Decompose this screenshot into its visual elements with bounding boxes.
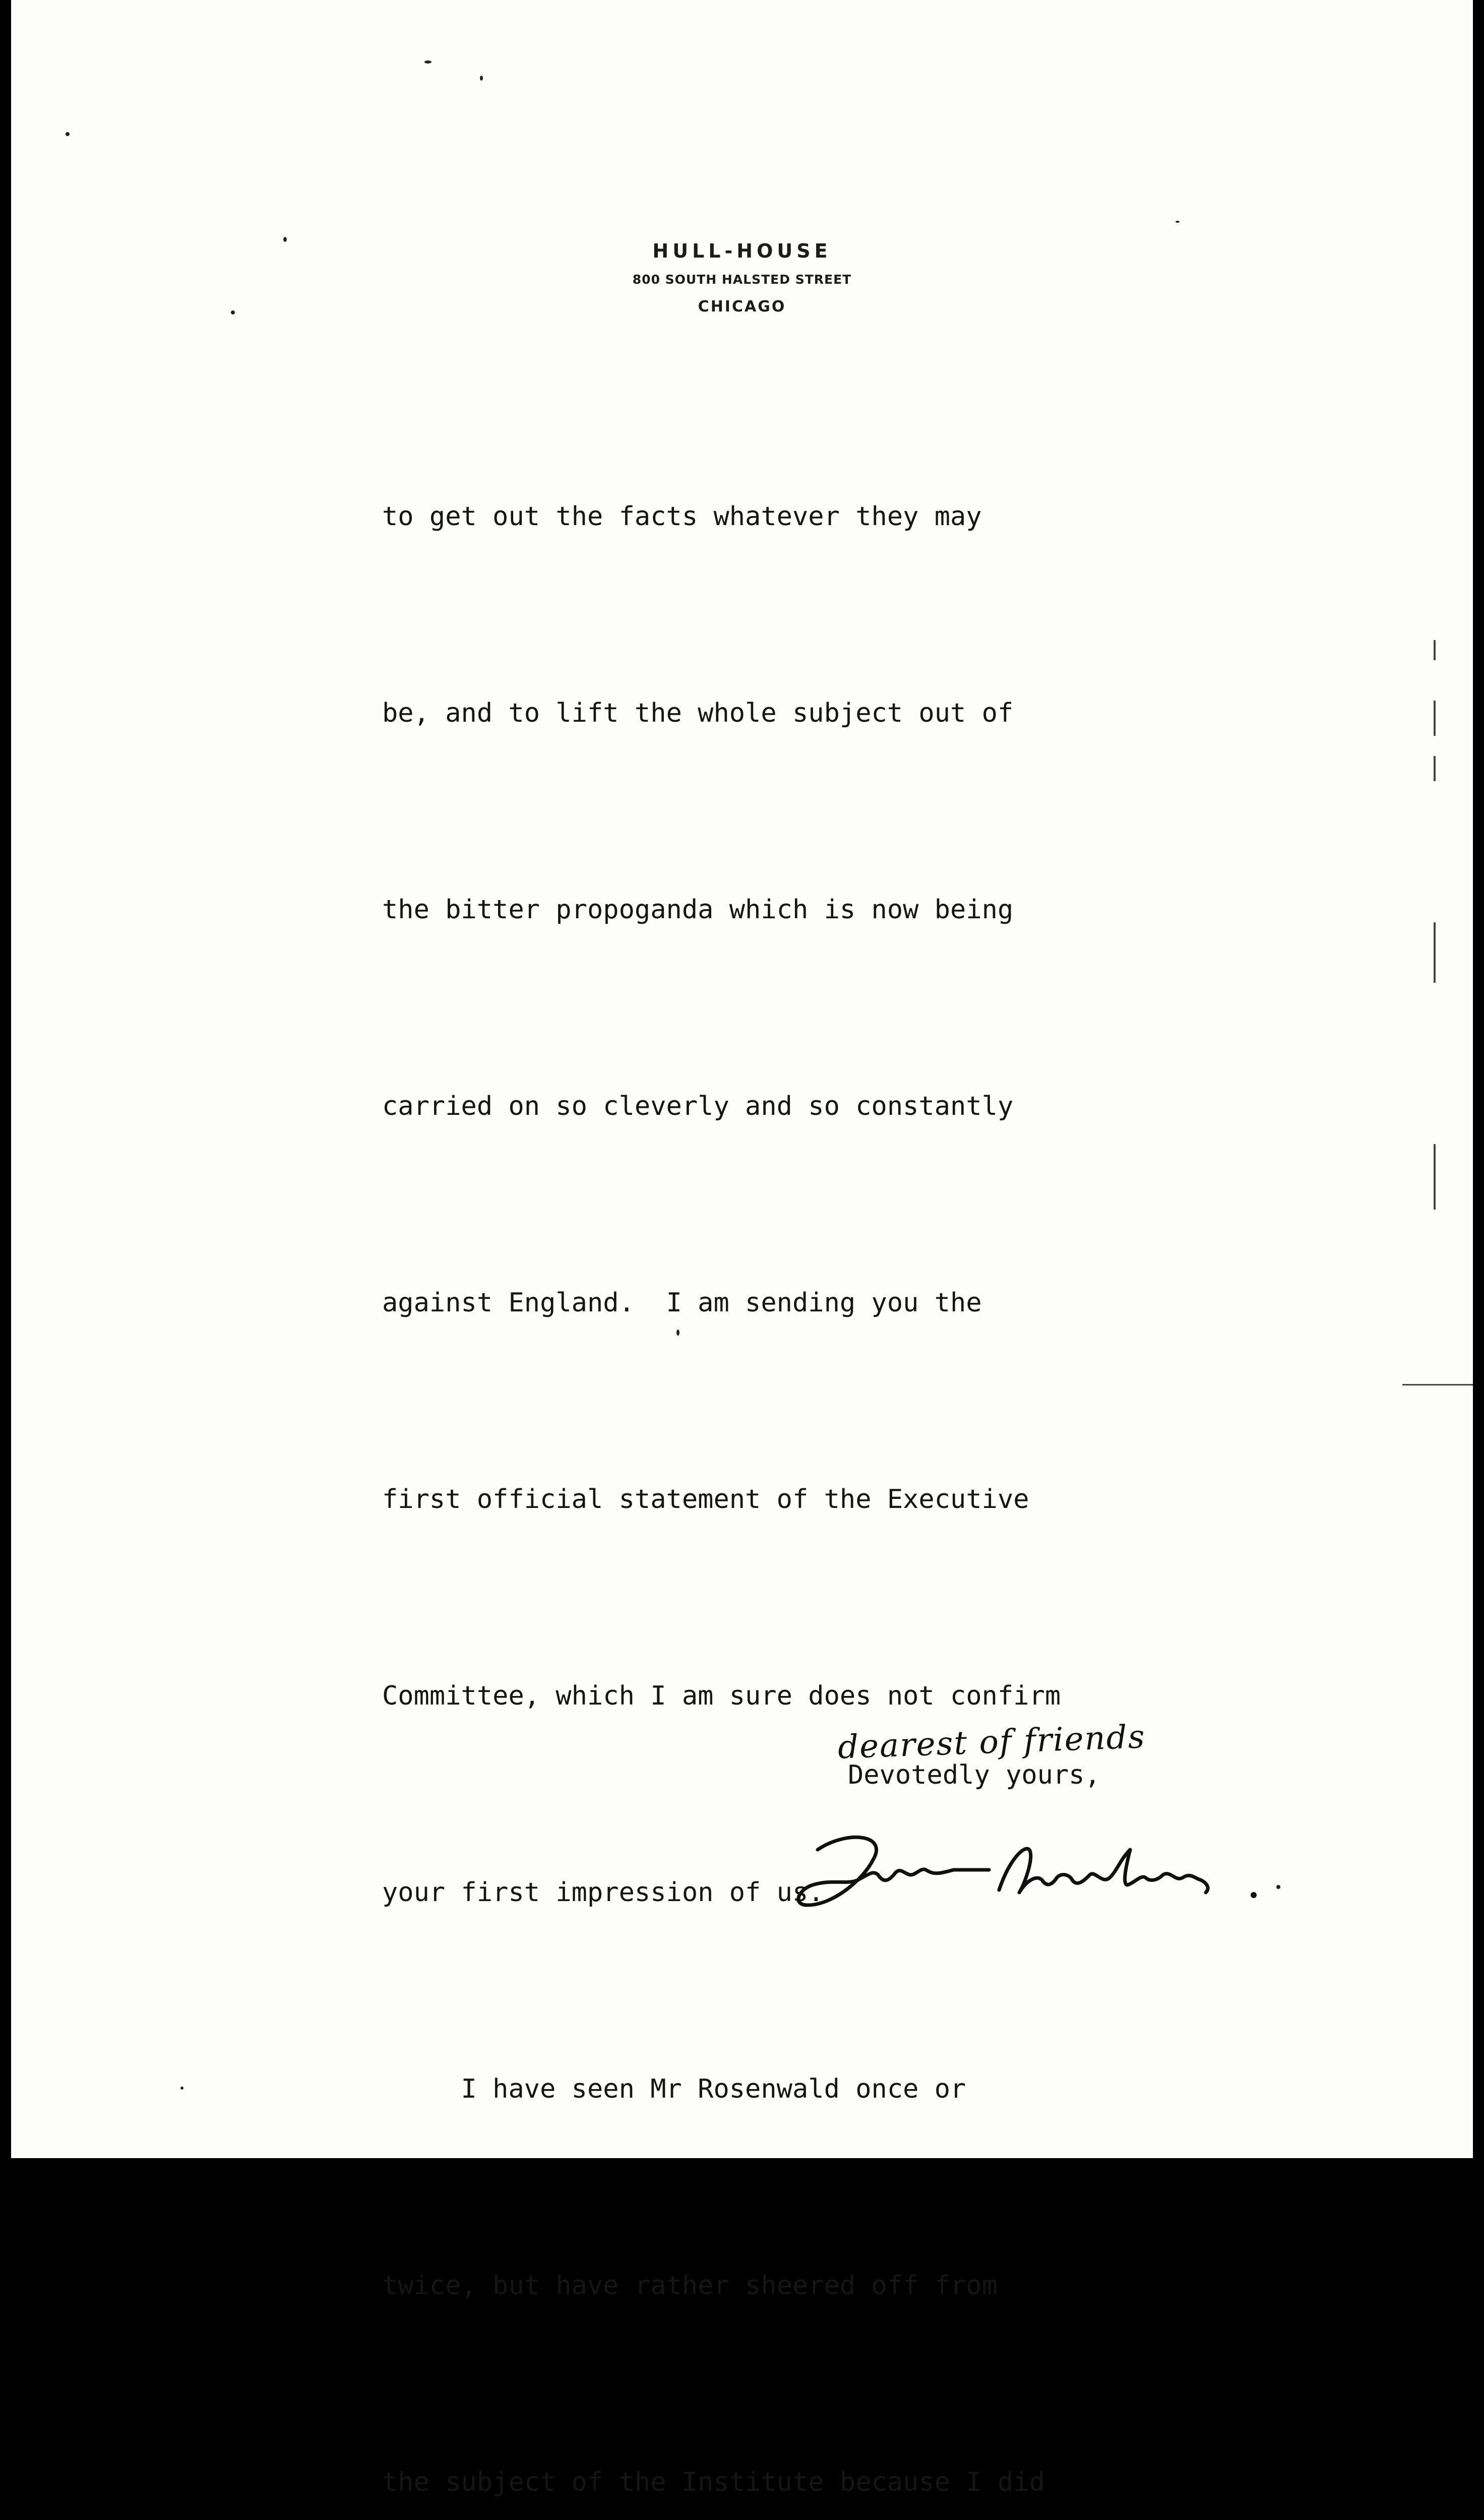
edge-mark (1434, 640, 1436, 660)
edge-mark (1434, 701, 1436, 736)
paper-speck (480, 76, 483, 81)
body-line: be, and to lift the whole subject out of (382, 698, 1014, 728)
body-line: I have seen Mr Rosenwald once or (382, 2074, 966, 2104)
body-line: your first impression of us. (382, 1877, 824, 1908)
letterhead-name: HULL-HOUSE (652, 240, 832, 262)
paper-speck (424, 60, 431, 64)
letter-page (11, 0, 1473, 2497)
body-line: to get out the facts whatever they may (382, 501, 982, 532)
body-line: carried on so cleverly and so constantly (382, 1091, 1014, 1121)
handwritten-closing: dearest of friends (837, 1718, 1146, 1767)
paper-speck (1276, 1885, 1280, 1889)
body-line: the subject of the Institute because I did (382, 2467, 1045, 2497)
body-line: Committee, which I am sure does not confirm (382, 1681, 1061, 1711)
letterhead-city: CHICAGO (698, 298, 786, 316)
letterhead-street: 800 SOUTH HALSTED STREET (632, 272, 852, 287)
letter-body (382, 353, 1300, 2520)
paper-speck (66, 132, 70, 136)
body-line: first official statement of the Executive (382, 1484, 1029, 1515)
edge-mark (1434, 1144, 1436, 1210)
paper-speck (180, 2087, 183, 2090)
body-line: against England. I am sending you the (382, 1288, 982, 1318)
edge-mark (1402, 1384, 1473, 1385)
paper-speck (676, 1330, 679, 1336)
edge-mark (1434, 922, 1436, 983)
paper-speck (283, 237, 287, 242)
typed-closing: Devotedly yours, (848, 1760, 1100, 1790)
paper-speck (1176, 221, 1180, 223)
signature-image (787, 1819, 1291, 1920)
body-line: the bitter propoganda which is now being (382, 895, 1014, 925)
letterhead (606, 237, 878, 320)
paper-speck (231, 310, 235, 314)
edge-mark (1434, 756, 1436, 781)
body-line: twice, but have rather sheered off from (382, 2271, 998, 2301)
